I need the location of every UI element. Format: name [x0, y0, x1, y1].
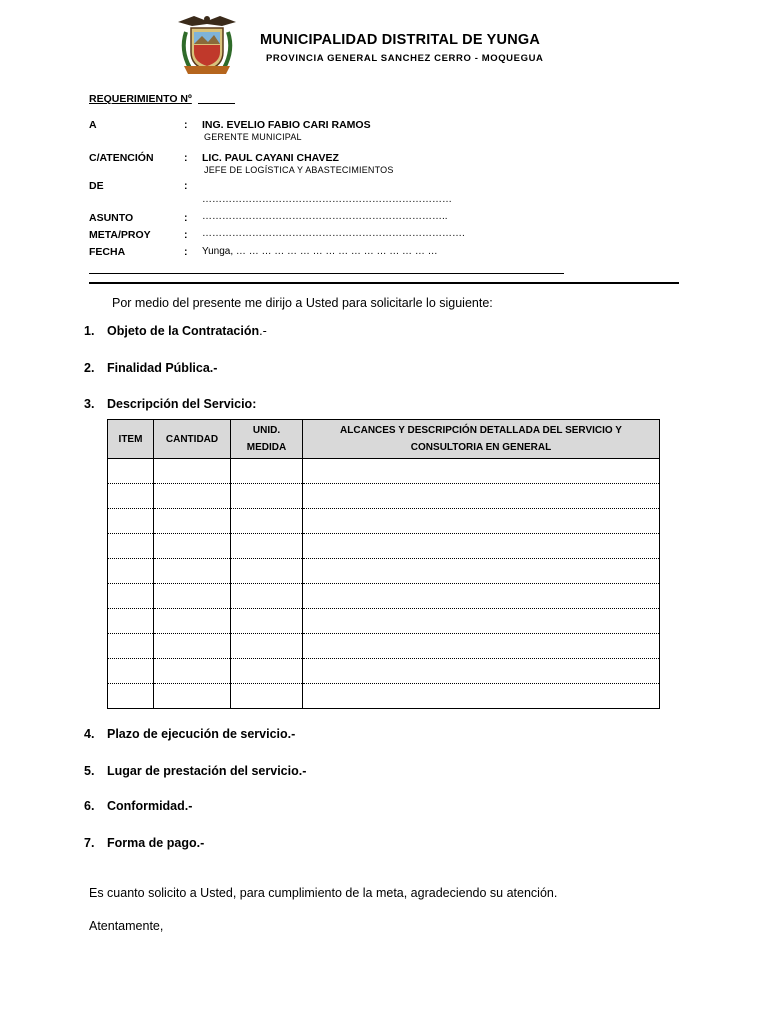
section-number: 1.: [84, 324, 95, 338]
field-atencion-subtitle: JEFE DE LOGÍSTICA Y ABASTECIMIENTOS: [204, 165, 394, 175]
field-a-subtitle: GERENTE MUNICIPAL: [204, 132, 302, 142]
field-fecha-colon: :: [184, 246, 188, 258]
cell-item[interactable]: [108, 684, 154, 709]
closing-paragraph: Es cuanto solicito a Usted, para cumplimiento de la meta, agradeciendo su atención.: [89, 886, 558, 900]
cell-unidad[interactable]: [231, 609, 303, 634]
cell-cantidad[interactable]: [154, 584, 231, 609]
table-row: [108, 659, 660, 684]
section-number: 3.: [84, 397, 95, 411]
section-title: Plazo de ejecución de servicio.-: [107, 727, 296, 741]
table-header-row: [108, 420, 660, 459]
cell-cantidad[interactable]: [154, 659, 231, 684]
field-a-value: ING. EVELIO FABIO CARI RAMOS: [202, 119, 371, 131]
cell-cantidad[interactable]: [154, 509, 231, 534]
section-descripcion: [84, 397, 256, 411]
cell-unidad[interactable]: [231, 509, 303, 534]
field-atencion-colon: :: [184, 152, 188, 164]
table-row: [108, 509, 660, 534]
service-table: [107, 419, 660, 709]
cell-item[interactable]: [108, 509, 154, 534]
cell-unidad[interactable]: [231, 659, 303, 684]
province-subtitle: PROVINCIA GENERAL SANCHEZ CERRO - MOQUEGUA: [266, 53, 544, 64]
cell-item[interactable]: [108, 459, 154, 484]
field-fecha-value: Yunga, … … … … … … … … … … … … … … … …: [202, 246, 438, 257]
cell-alcances[interactable]: [303, 484, 660, 509]
requerimiento-number-line: [198, 103, 235, 104]
cell-item[interactable]: [108, 534, 154, 559]
cell-cantidad[interactable]: [154, 459, 231, 484]
cell-cantidad[interactable]: [154, 559, 231, 584]
header-item: ITEM: [108, 420, 154, 459]
section-title: Conformidad.-: [107, 799, 193, 813]
cell-unidad[interactable]: [231, 484, 303, 509]
cell-item[interactable]: [108, 484, 154, 509]
header-alcances: ALCANCES Y DESCRIPCIÓN DETALLADA DEL SERVICIO Y CONSULTORIA EN GENERAL: [303, 420, 660, 459]
section-number: 7.: [84, 836, 95, 850]
regards-text: Atentamente,: [89, 919, 164, 933]
cell-unidad[interactable]: [231, 584, 303, 609]
municipality-title: MUNICIPALIDAD DISTRITAL DE YUNGA: [260, 32, 541, 48]
section-title: Objeto de la Contratación: [107, 324, 260, 338]
field-meta-dots: …………………………………………………………………….: [202, 228, 465, 239]
table-row: [108, 634, 660, 659]
cell-item[interactable]: [108, 634, 154, 659]
field-de-colon: :: [184, 180, 188, 192]
header-cantidad: CANTIDAD: [154, 420, 231, 459]
section-number: 6.: [84, 799, 95, 813]
cell-cantidad[interactable]: [154, 484, 231, 509]
cell-cantidad[interactable]: [154, 609, 231, 634]
cell-item[interactable]: [108, 584, 154, 609]
table-row: [108, 684, 660, 709]
section-title: Finalidad Pública.-: [107, 361, 218, 375]
section-title: Forma de pago.-: [107, 836, 205, 850]
cell-alcances[interactable]: [303, 684, 660, 709]
cell-alcances[interactable]: [303, 509, 660, 534]
table-row: [108, 609, 660, 634]
section-number: 5.: [84, 764, 95, 778]
field-atencion-label: C/ATENCIÓN: [89, 152, 154, 164]
field-a-label: A: [89, 119, 97, 131]
section-plazo: [84, 727, 295, 741]
table-row: [108, 584, 660, 609]
section-number: 4.: [84, 727, 95, 741]
header-separator-thick: [89, 282, 679, 284]
field-asunto-colon: :: [184, 212, 188, 224]
cell-cantidad[interactable]: [154, 684, 231, 709]
cell-cantidad[interactable]: [154, 634, 231, 659]
field-a-colon: :: [184, 119, 188, 131]
field-asunto-label: ASUNTO: [89, 212, 134, 224]
field-de-label: DE: [89, 180, 104, 192]
section-lugar: [84, 764, 306, 778]
table-row: [108, 559, 660, 584]
section-title-suffix: .-: [259, 324, 267, 338]
requerimiento-label: REQUERIMIENTO Nº: [89, 93, 192, 105]
cell-alcances[interactable]: [303, 559, 660, 584]
section-finalidad: [84, 361, 217, 375]
cell-item[interactable]: [108, 559, 154, 584]
field-meta-label: META/PROY: [89, 229, 151, 241]
cell-alcances[interactable]: [303, 634, 660, 659]
table-row: [108, 459, 660, 484]
cell-unidad[interactable]: [231, 559, 303, 584]
section-title: Lugar de prestación del servicio.-: [107, 764, 307, 778]
field-atencion-value: LIC. PAUL CAYANI CHAVEZ: [202, 152, 339, 164]
table-row: [108, 534, 660, 559]
header-separator-thin: [89, 273, 564, 274]
cell-item[interactable]: [108, 659, 154, 684]
cell-unidad[interactable]: [231, 534, 303, 559]
cell-unidad[interactable]: [231, 684, 303, 709]
field-de-dots: …………………………………………………………………: [202, 194, 452, 205]
table-row: [108, 484, 660, 509]
section-title: Descripción del Servicio:: [107, 397, 257, 411]
cell-alcances[interactable]: [303, 584, 660, 609]
field-fecha-label: FECHA: [89, 246, 126, 258]
field-meta-colon: :: [184, 229, 188, 241]
coat-of-arms-icon: [176, 12, 238, 76]
cell-alcances[interactable]: [303, 459, 660, 484]
cell-unidad[interactable]: [231, 634, 303, 659]
cell-unidad[interactable]: [231, 459, 303, 484]
header-unidad-medida: UNID. MEDIDA: [231, 420, 303, 459]
section-number: 2.: [84, 361, 95, 375]
cell-alcances[interactable]: [303, 534, 660, 559]
section-objeto: [84, 324, 267, 338]
cell-alcances[interactable]: [303, 609, 660, 634]
field-asunto-dots: ………………………………………………………………..: [202, 211, 448, 222]
section-conformidad: [84, 799, 192, 813]
cell-item[interactable]: [108, 609, 154, 634]
cell-alcances[interactable]: [303, 659, 660, 684]
section-forma-pago: [84, 836, 204, 850]
intro-paragraph: Por medio del presente me dirijo a Usted para solicitarle lo siguiente:: [112, 296, 493, 310]
cell-cantidad[interactable]: [154, 534, 231, 559]
